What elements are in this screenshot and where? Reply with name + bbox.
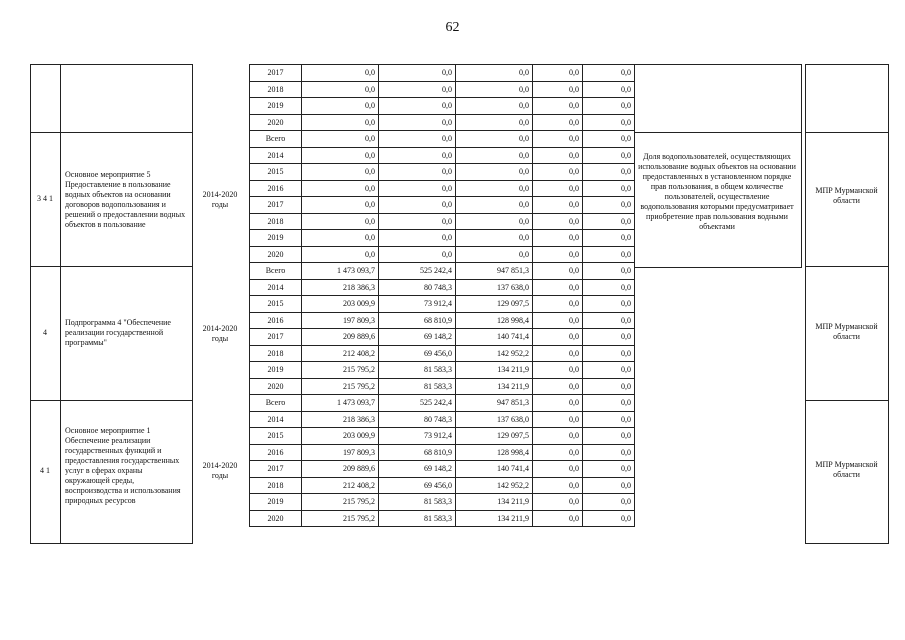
- amount-cell: 0,0: [379, 246, 456, 263]
- financing-table: [249, 64, 635, 527]
- amount-cell: 0,0: [379, 213, 456, 230]
- amount-cell: 0,0: [583, 263, 635, 280]
- amount-cell: 212 408,2: [302, 477, 379, 494]
- table-row: [250, 263, 635, 280]
- table-row: [250, 65, 635, 82]
- amount-cell: 0,0: [456, 98, 533, 115]
- amount-cell: 140 741,4: [456, 329, 533, 346]
- section-period: 2014-2020 годы: [202, 190, 238, 209]
- year-cell: 2017: [250, 197, 302, 214]
- year-cell: 2019: [250, 494, 302, 511]
- section-name: Основное мероприятие 5 Предоставление в пользование водных объектов на основании договоров водопользования и решений о предоставлении водных объектов в пользование: [65, 170, 186, 229]
- table-row: [250, 197, 635, 214]
- amount-cell: 0,0: [379, 98, 456, 115]
- amount-cell: 0,0: [456, 147, 533, 164]
- table-row: [250, 230, 635, 247]
- amount-cell: 209 889,6: [302, 461, 379, 478]
- amount-cell: 0,0: [302, 147, 379, 164]
- amount-cell: 0,0: [533, 197, 583, 214]
- amount-cell: 1 473 093,7: [302, 263, 379, 280]
- table-row: [250, 461, 635, 478]
- amount-cell: 0,0: [583, 164, 635, 181]
- amount-cell: 0,0: [583, 395, 635, 412]
- amount-cell: 0,0: [533, 131, 583, 148]
- section-indicator: Доля водопользователей, осуществляющих использование водных объектов на основании предоставленных в установленном порядке прав пользования, в общем количестве пользователей, осуществление водопользования которыми предусматривает приобретение прав пользования водными объектами: [638, 152, 796, 231]
- year-cell: 2017: [250, 461, 302, 478]
- amount-cell: 0,0: [533, 246, 583, 263]
- amount-cell: 69 456,0: [379, 345, 456, 362]
- amount-cell: 0,0: [583, 411, 635, 428]
- year-cell: 2016: [250, 180, 302, 197]
- amount-cell: 0,0: [456, 131, 533, 148]
- amount-cell: 0,0: [583, 180, 635, 197]
- amount-cell: 0,0: [456, 197, 533, 214]
- amount-cell: 73 912,4: [379, 428, 456, 445]
- amount-cell: 134 211,9: [456, 378, 533, 395]
- table-row: [250, 510, 635, 527]
- amount-cell: 0,0: [583, 510, 635, 527]
- amount-cell: 0,0: [583, 296, 635, 313]
- amount-cell: 0,0: [583, 494, 635, 511]
- amount-cell: 525 242,4: [379, 395, 456, 412]
- amount-cell: 80 748,3: [379, 411, 456, 428]
- amount-cell: 0,0: [379, 197, 456, 214]
- amount-cell: 0,0: [533, 444, 583, 461]
- amount-cell: 0,0: [379, 81, 456, 98]
- year-cell: 2019: [250, 362, 302, 379]
- amount-cell: 0,0: [533, 477, 583, 494]
- amount-cell: 218 386,3: [302, 279, 379, 296]
- year-cell: 2018: [250, 81, 302, 98]
- table-row: [250, 279, 635, 296]
- amount-cell: 129 097,5: [456, 428, 533, 445]
- amount-cell: 68 810,9: [379, 312, 456, 329]
- section-name: Подпрограмма 4 "Обеспечение реализации государственной программы": [65, 318, 171, 347]
- amount-cell: 0,0: [379, 65, 456, 82]
- amount-cell: 203 009,9: [302, 296, 379, 313]
- table-row: [250, 180, 635, 197]
- year-cell: 2014: [250, 279, 302, 296]
- amount-cell: 0,0: [533, 164, 583, 181]
- year-cell: 2019: [250, 230, 302, 247]
- amount-cell: 0,0: [533, 329, 583, 346]
- year-cell: 2020: [250, 246, 302, 263]
- amount-cell: 81 583,3: [379, 362, 456, 379]
- amount-cell: 0,0: [533, 411, 583, 428]
- amount-cell: 128 998,4: [456, 312, 533, 329]
- year-cell: 2015: [250, 428, 302, 445]
- year-cell: 2016: [250, 444, 302, 461]
- amount-cell: 134 211,9: [456, 510, 533, 527]
- year-cell: 2018: [250, 345, 302, 362]
- indicator-divider: [634, 132, 801, 133]
- amount-cell: 0,0: [533, 378, 583, 395]
- amount-cell: 0,0: [533, 461, 583, 478]
- table-row: [250, 362, 635, 379]
- amount-cell: 0,0: [583, 378, 635, 395]
- amount-cell: 0,0: [583, 428, 635, 445]
- amount-cell: 197 809,3: [302, 444, 379, 461]
- year-cell: 2018: [250, 213, 302, 230]
- table-row: [250, 98, 635, 115]
- amount-cell: 68 810,9: [379, 444, 456, 461]
- executor-divider: [805, 400, 888, 401]
- year-cell: Всего: [250, 263, 302, 280]
- amount-cell: 0,0: [583, 147, 635, 164]
- year-cell: 2015: [250, 164, 302, 181]
- amount-cell: 0,0: [456, 65, 533, 82]
- amount-cell: 0,0: [379, 230, 456, 247]
- amount-cell: 0,0: [533, 147, 583, 164]
- amount-cell: 137 638,0: [456, 279, 533, 296]
- table-row: [250, 428, 635, 445]
- amount-cell: 69 148,2: [379, 329, 456, 346]
- amount-cell: 0,0: [583, 312, 635, 329]
- year-cell: 2017: [250, 65, 302, 82]
- amount-cell: 0,0: [533, 180, 583, 197]
- amount-cell: 0,0: [533, 494, 583, 511]
- table-row: [250, 477, 635, 494]
- amount-cell: 203 009,9: [302, 428, 379, 445]
- table-row: [250, 494, 635, 511]
- amount-cell: 0,0: [302, 81, 379, 98]
- amount-cell: 0,0: [533, 81, 583, 98]
- amount-cell: 0,0: [533, 296, 583, 313]
- year-cell: 2019: [250, 98, 302, 115]
- executor-divider: [805, 132, 888, 133]
- table-row: [250, 329, 635, 346]
- amount-cell: 215 795,2: [302, 510, 379, 527]
- amount-cell: 69 456,0: [379, 477, 456, 494]
- amount-cell: 209 889,6: [302, 329, 379, 346]
- amount-cell: 0,0: [583, 197, 635, 214]
- amount-cell: 0,0: [533, 362, 583, 379]
- financing-table-body: [250, 65, 635, 527]
- amount-cell: 0,0: [302, 180, 379, 197]
- amount-cell: 947 851,3: [456, 395, 533, 412]
- section-executor: МПР Мурманской области: [815, 322, 878, 341]
- section-number: 4: [43, 328, 47, 337]
- table-row: [250, 312, 635, 329]
- amount-cell: 0,0: [456, 246, 533, 263]
- amount-cell: 0,0: [583, 114, 635, 131]
- amount-cell: 0,0: [302, 197, 379, 214]
- amount-cell: 0,0: [533, 510, 583, 527]
- amount-cell: 215 795,2: [302, 494, 379, 511]
- year-cell: 2014: [250, 411, 302, 428]
- amount-cell: 0,0: [533, 114, 583, 131]
- amount-cell: 134 211,9: [456, 362, 533, 379]
- table-row: [250, 444, 635, 461]
- amount-cell: 0,0: [456, 213, 533, 230]
- amount-cell: 0,0: [583, 246, 635, 263]
- amount-cell: 140 741,4: [456, 461, 533, 478]
- amount-cell: 215 795,2: [302, 378, 379, 395]
- section-number: 4 1: [40, 466, 50, 475]
- amount-cell: 0,0: [456, 230, 533, 247]
- amount-cell: 947 851,3: [456, 263, 533, 280]
- amount-cell: 0,0: [533, 345, 583, 362]
- table-row: [250, 345, 635, 362]
- year-cell: 2016: [250, 312, 302, 329]
- table-row: [250, 378, 635, 395]
- amount-cell: 0,0: [302, 65, 379, 82]
- section-divider: [30, 132, 192, 133]
- amount-cell: 0,0: [302, 131, 379, 148]
- executor-divider: [805, 266, 888, 267]
- amount-cell: 0,0: [533, 263, 583, 280]
- amount-cell: 0,0: [302, 230, 379, 247]
- amount-cell: 525 242,4: [379, 263, 456, 280]
- table-row: [250, 246, 635, 263]
- year-cell: 2014: [250, 147, 302, 164]
- section-period: 2014-2020 годы: [202, 324, 238, 343]
- amount-cell: 218 386,3: [302, 411, 379, 428]
- section-period: 2014-2020 годы: [202, 461, 238, 480]
- amount-cell: 0,0: [379, 164, 456, 181]
- amount-cell: 0,0: [302, 164, 379, 181]
- amount-cell: 0,0: [379, 147, 456, 164]
- amount-cell: 0,0: [302, 213, 379, 230]
- amount-cell: 0,0: [583, 329, 635, 346]
- amount-cell: 0,0: [533, 65, 583, 82]
- amount-cell: 0,0: [583, 444, 635, 461]
- table-row: [250, 296, 635, 313]
- year-cell: 2018: [250, 477, 302, 494]
- amount-cell: 0,0: [583, 461, 635, 478]
- amount-cell: 0,0: [583, 98, 635, 115]
- table-row: [250, 411, 635, 428]
- amount-cell: 81 583,3: [379, 378, 456, 395]
- year-cell: 2020: [250, 114, 302, 131]
- table-row: [250, 395, 635, 412]
- amount-cell: 81 583,3: [379, 494, 456, 511]
- amount-cell: 0,0: [379, 180, 456, 197]
- amount-cell: 134 211,9: [456, 494, 533, 511]
- section-number: 3 4 1: [37, 194, 53, 203]
- amount-cell: 0,0: [583, 131, 635, 148]
- amount-cell: 129 097,5: [456, 296, 533, 313]
- amount-cell: 215 795,2: [302, 362, 379, 379]
- section-divider: [30, 266, 192, 267]
- amount-cell: 0,0: [533, 395, 583, 412]
- year-cell: Всего: [250, 395, 302, 412]
- amount-cell: 81 583,3: [379, 510, 456, 527]
- amount-cell: 0,0: [533, 98, 583, 115]
- year-cell: 2015: [250, 296, 302, 313]
- amount-cell: 0,0: [583, 65, 635, 82]
- amount-cell: 0,0: [533, 428, 583, 445]
- amount-cell: 80 748,3: [379, 279, 456, 296]
- amount-cell: 0,0: [302, 114, 379, 131]
- table-row: [250, 147, 635, 164]
- amount-cell: 0,0: [583, 477, 635, 494]
- amount-cell: 1 473 093,7: [302, 395, 379, 412]
- amount-cell: 0,0: [533, 279, 583, 296]
- section-executor: МПР Мурманской области: [815, 186, 878, 205]
- amount-cell: 142 952,2: [456, 477, 533, 494]
- amount-cell: 69 148,2: [379, 461, 456, 478]
- table-row: [250, 213, 635, 230]
- year-cell: Всего: [250, 131, 302, 148]
- amount-cell: 197 809,3: [302, 312, 379, 329]
- table-row: [250, 81, 635, 98]
- section-divider: [30, 400, 192, 401]
- amount-cell: 0,0: [533, 312, 583, 329]
- amount-cell: 0,0: [302, 98, 379, 115]
- amount-cell: 137 638,0: [456, 411, 533, 428]
- table-row: [250, 131, 635, 148]
- page-number: 62: [445, 20, 460, 35]
- amount-cell: 212 408,2: [302, 345, 379, 362]
- amount-cell: 0,0: [379, 114, 456, 131]
- amount-cell: 0,0: [533, 213, 583, 230]
- amount-cell: 128 998,4: [456, 444, 533, 461]
- amount-cell: 0,0: [456, 114, 533, 131]
- amount-cell: 0,0: [379, 131, 456, 148]
- year-cell: 2020: [250, 510, 302, 527]
- amount-cell: 0,0: [456, 180, 533, 197]
- section-name: Основное мероприятие 1 Обеспечение реализации государственных функций и предоставления государственных услуг в сферах охраны окружающей среды, воспроизводства и использования природных ресурсов: [65, 426, 181, 505]
- section-executor: МПР Мурманской области: [815, 460, 878, 479]
- table-row: [250, 164, 635, 181]
- amount-cell: 142 952,2: [456, 345, 533, 362]
- table-row: [250, 114, 635, 131]
- amount-cell: 0,0: [583, 279, 635, 296]
- year-cell: 2020: [250, 378, 302, 395]
- amount-cell: 0,0: [583, 345, 635, 362]
- amount-cell: 0,0: [533, 230, 583, 247]
- amount-cell: 73 912,4: [379, 296, 456, 313]
- amount-cell: 0,0: [456, 164, 533, 181]
- amount-cell: 0,0: [302, 246, 379, 263]
- amount-cell: 0,0: [583, 230, 635, 247]
- amount-cell: 0,0: [456, 81, 533, 98]
- amount-cell: 0,0: [583, 81, 635, 98]
- year-cell: 2017: [250, 329, 302, 346]
- amount-cell: 0,0: [583, 362, 635, 379]
- amount-cell: 0,0: [583, 213, 635, 230]
